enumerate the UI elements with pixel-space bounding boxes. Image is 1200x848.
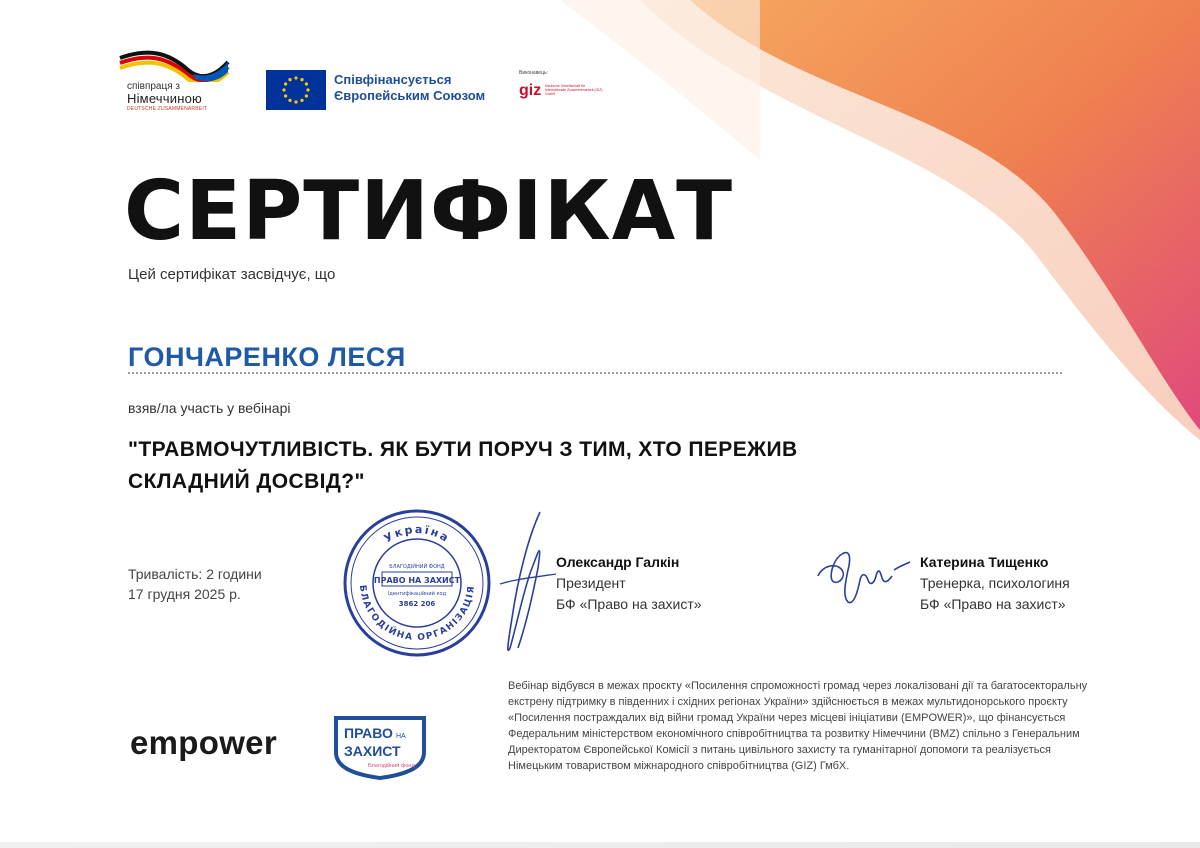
signatory-1-org: БФ «Право на захист» (556, 596, 702, 612)
certificate-intro: Цей сертифікат засвідчує, що (128, 266, 336, 283)
giz-subtitle: Deutsche Gesellschaft für Internationale Zusammenarbeit (GIZ) GmbH (545, 84, 603, 96)
signatory-1-role: Президент (556, 575, 626, 591)
eu-flag-icon (266, 70, 326, 110)
project-footnote: Вебінар відбувся в межах проєкту «Посилення спроможності громад через локалізовані дії та багатосекторальну екстрену підтримку в південних і східних регіонах України» здійснюється в межах мультидонорського проєкту «Посилення постраждалих від війни громад України через місцеві ініціативи (EMPOWER)», що фінансується Федеральним міністерством економічного співробітництва та розвитку Німеччини (BMZ) спільно з Генеральним Директоратом Європейської Комісії з питань цивільного захисту та гуманітарної допомоги та реалізується Німецьким товариством міжнародного співробітництва (GIZ) ГмбХ. (508, 680, 1088, 772)
svg-text:Україна (382, 523, 452, 545)
flag-swoosh-icon (118, 48, 230, 82)
de-logo-line2: Німеччиною (127, 91, 202, 106)
pravo-subtitle: Благодійний фонд (368, 763, 415, 769)
german-cooperation-logo (118, 48, 230, 114)
de-logo-line1: співпраця з (127, 81, 180, 92)
participation-text: взяв/ла участь у вебінарі (128, 400, 291, 416)
signatory-2-name: Катерина Тищенко (920, 554, 1049, 570)
pravo-line1: ПРАВО (344, 725, 393, 741)
stamp-bottom-text: БЛАГОДІЙНА ОРГАНІЗАЦІЯ (356, 584, 478, 644)
stamp-code-label: Ідентифікаційний код (387, 591, 447, 597)
recipient-name: ГОНЧАРЕНКО ЛЕСЯ (128, 342, 406, 372)
giz-logo: giz (519, 82, 542, 99)
signatory-1 (556, 552, 702, 615)
signatory-1-name: Олександр Галкін (556, 554, 680, 570)
signature-tyshchenko (812, 540, 912, 610)
webinar-title: "ТРАВМОЧУТЛИВІСТЬ. ЯК БУТИ ПОРУЧ З ТИМ, ХТО ПЕРЕЖИВ СКЛАДНИЙ ДОСВІД?" (128, 438, 798, 493)
stamp-fund-label: БЛАГОДІЙНИЙ ФОНД (389, 564, 445, 570)
pravo-line2: ЗАХИСТ (344, 743, 401, 759)
stamp-code: 3862 206 (398, 600, 436, 608)
name-divider (128, 372, 1062, 374)
eu-cofunding-text: Співфінансується Європейським Союзом (334, 72, 486, 103)
webinar-duration: Тривалість: 2 години (128, 566, 262, 582)
pravo-na: НА (396, 733, 406, 740)
pravo-na-zakhyst-logo (330, 712, 440, 782)
signature-galkin (498, 508, 558, 658)
webinar-date: 17 грудня 2025 р. (128, 586, 241, 602)
empower-logo: empower (130, 724, 277, 761)
webinar-meta (128, 564, 262, 604)
signatory-2 (920, 552, 1070, 615)
organization-stamp (342, 508, 492, 658)
stamp-org-name: ПРАВО НА ЗАХИСТ (373, 576, 461, 585)
signatory-2-org: БФ «Право на захист» (920, 596, 1066, 612)
giz-implementer-label: Виконавець: (519, 70, 548, 76)
de-logo-line3: DEUTSCHE ZUSAMMENARBEIT (127, 106, 208, 112)
signatory-2-role: Тренерка, психологиня (920, 575, 1070, 591)
certificate-title: СЕРТИФІКАТ (124, 164, 734, 259)
bottom-stripe (0, 842, 1200, 848)
stamp-top-text: Україна (381, 522, 453, 546)
